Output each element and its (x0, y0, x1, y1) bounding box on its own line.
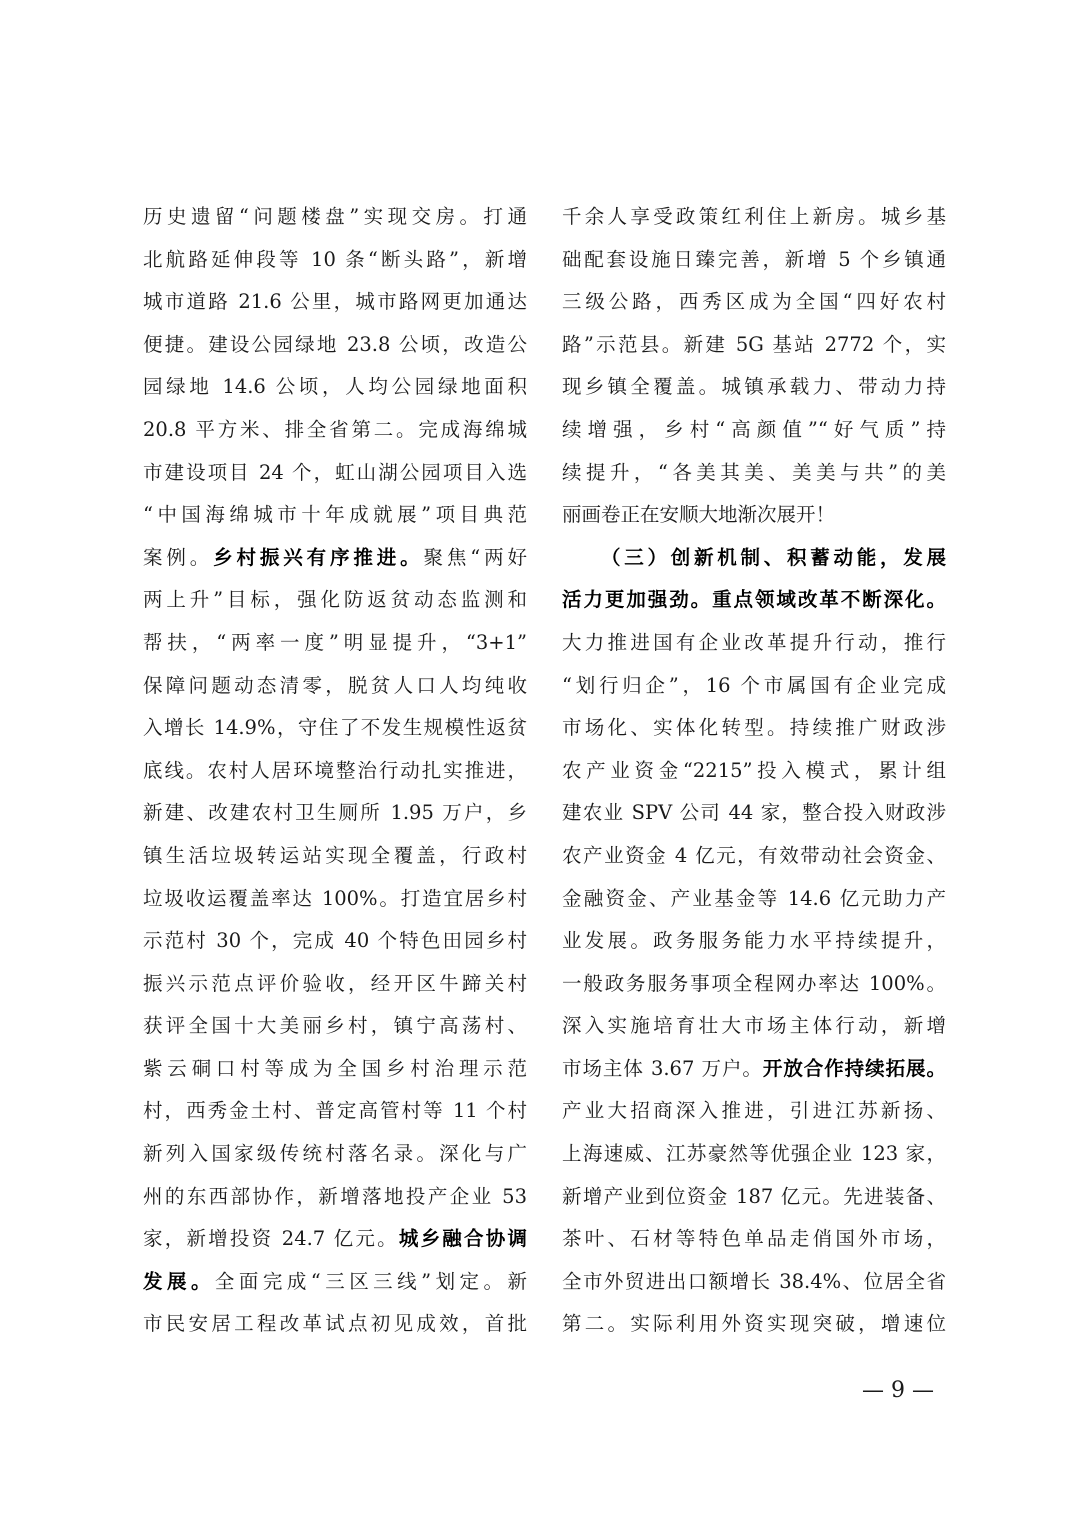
bold-heading-text: 活力更加强劲。重点领域改革不断深化。 (562, 588, 946, 612)
text-line (143, 963, 527, 1006)
text-line (562, 196, 946, 239)
text-line (562, 537, 946, 580)
text-line (562, 1090, 946, 1133)
body-text: 农产业资金“2215”投入模式，累计组 (562, 758, 946, 782)
body-text: 建农业 SPV 公司 44 家，整合投入财政涉 (562, 801, 946, 825)
text-line (143, 835, 527, 878)
body-text: 全市外贸进出口额增长 38.4%、位居全省 (562, 1269, 946, 1293)
body-text: 农产业资金 4 亿元，有效带动社会资金、 (562, 843, 946, 867)
text-line (143, 920, 527, 963)
text-line (143, 239, 527, 282)
text-line (562, 750, 946, 793)
bold-heading-text: （三）创新机制、积蓄动能，发展 (601, 545, 946, 569)
text-line (143, 750, 527, 793)
text-line (562, 239, 946, 282)
body-text: 村，西秀金土村、普定高管村等 11 个村 (143, 1099, 527, 1123)
left-text-column (143, 196, 527, 1346)
body-text: 振兴示范点评价验收，经开区牛蹄关村 (143, 971, 527, 995)
text-line (562, 1261, 946, 1304)
body-text: 第二。实际利用外资实现突破，增速位 (562, 1312, 946, 1336)
body-text: 新建、改建农村卫生厕所 1.95 万户，乡 (143, 801, 527, 825)
text-line (562, 324, 946, 367)
text-line (143, 452, 527, 495)
text-line (143, 537, 527, 580)
body-text: 两上升”目标，强化防返贫动态监测和 (143, 588, 527, 612)
body-text: 20.8 平方米、排全省第二。完成海绵城 (143, 417, 527, 441)
text-line (143, 1218, 527, 1261)
text-line (562, 963, 946, 1006)
body-text: 新增产业到位资金 187 亿元。先进装备、 (562, 1184, 946, 1208)
body-text: 千余人享受政策红利住上新房。城乡基 (562, 205, 946, 228)
body-text: 入增长 14.9%，守住了不发生规模性返贫 (143, 716, 527, 740)
bold-heading-text: 乡村振兴有序推进。 (213, 545, 424, 569)
body-text: 市场化、实体化转型。持续推广财政涉 (562, 716, 946, 740)
text-line (562, 1176, 946, 1219)
text-line (143, 196, 527, 239)
body-text: 垃圾收运覆盖率达 100%。打造宜居乡村 (143, 886, 527, 910)
body-text: 市民安居工程改革试点初见成效，首批 (143, 1312, 527, 1336)
text-line (143, 1303, 527, 1346)
text-line (143, 1005, 527, 1048)
text-line (562, 1218, 946, 1261)
text-line (562, 707, 946, 750)
text-line (562, 452, 946, 495)
text-line (143, 665, 527, 708)
text-line (143, 409, 527, 452)
text-line (143, 494, 527, 537)
page-number-label: — 9 — (862, 1378, 934, 1403)
text-line (562, 1048, 946, 1091)
body-text: 便捷。建设公园绿地 23.8 公顷，改造公 (143, 332, 527, 356)
body-text: “中国海绵城市十年成就展”项目典范 (143, 503, 527, 527)
body-text: 聚焦“两好 (423, 545, 527, 569)
body-text: 上海速威、江苏豪然等优强企业 123 家， (562, 1142, 946, 1166)
text-line (143, 622, 527, 665)
text-line (143, 1133, 527, 1176)
body-text: 历史遗留“问题楼盘”实现交房。打通 (143, 205, 527, 228)
text-line (562, 878, 946, 921)
body-text: 三级公路，西秀区成为全国“四好农村 (562, 290, 946, 314)
text-line (143, 1048, 527, 1091)
body-text: 州的东西部协作，新增落地投产企业 53 (143, 1184, 527, 1208)
bold-heading-text: 开放合作持续拓展。 (762, 1056, 946, 1080)
text-line (562, 281, 946, 324)
body-text: 茶叶、石材等特色单品走俏国外市场， (562, 1227, 946, 1251)
text-line (143, 878, 527, 921)
body-text: 产业大招商深入推进，引进江苏新扬、 (562, 1099, 946, 1123)
body-text: 现乡镇全覆盖。城镇承载力、带动力持 (562, 375, 946, 399)
body-text: 市建设项目 24 个，虹山湖公园项目入选 (143, 460, 527, 484)
text-line (562, 1005, 946, 1048)
body-text: 续提升，“各美其美、美美与共”的美 (562, 460, 946, 484)
text-line (562, 835, 946, 878)
text-line (562, 579, 946, 622)
body-text: 城市道路 21.6 公里，城市路网更加通达 (143, 290, 527, 314)
body-text: 帮扶，“两率一度”明显提升，“3+1” (143, 630, 527, 654)
text-line (562, 494, 946, 537)
body-text: 紫云硐口村等成为全国乡村治理示范 (143, 1056, 527, 1080)
right-text-column (562, 196, 946, 1346)
body-text: 镇生活垃圾转运站实现全覆盖，行政村 (143, 843, 527, 867)
body-text: 示范村 30 个，完成 40 个特色田园乡村 (143, 929, 527, 953)
text-line (562, 1133, 946, 1176)
text-line (143, 281, 527, 324)
body-text: 获评全国十大美丽乡村，镇宁高荡村、 (143, 1014, 527, 1038)
body-text: 北航路延伸段等 10 条“断头路”，新增 (143, 247, 527, 271)
bold-heading-text: 城乡融合协调 (398, 1227, 527, 1251)
body-text: 市场主体 3.67 万户。 (562, 1056, 763, 1080)
body-text: 路”示范县。新建 5G 基站 2772 个，实 (562, 332, 946, 356)
body-text: 深入实施培育壮大市场主体行动，新增 (562, 1014, 946, 1038)
text-line (562, 920, 946, 963)
text-line (143, 792, 527, 835)
body-text: 家，新增投资 24.7 亿元。 (143, 1227, 399, 1251)
text-line (562, 366, 946, 409)
body-text: 业发展。政务服务能力水平持续提升， (562, 929, 946, 953)
body-text: 全面完成“三区三线”划定。新 (214, 1269, 527, 1293)
body-text: 园绿地 14.6 公顷，人均公园绿地面积 (143, 375, 527, 399)
body-text: 新列入国家级传统村落名录。深化与广 (143, 1142, 527, 1166)
text-line (143, 579, 527, 622)
text-line (562, 665, 946, 708)
body-text: 底线。农村人居环境整治行动扎实推进， (143, 758, 527, 782)
body-text: 础配套设施日臻完善，新增 5 个乡镇通 (562, 247, 946, 271)
body-text: 续增强，乡村“高颜值”“好气质”持 (562, 417, 946, 441)
text-line (562, 622, 946, 665)
text-line (143, 324, 527, 367)
body-text: 案例。 (143, 545, 214, 569)
bold-heading-text: 发展。 (143, 1269, 215, 1293)
text-line (143, 1176, 527, 1219)
text-line (562, 792, 946, 835)
text-line (562, 409, 946, 452)
body-text: 保障问题动态清零，脱贫人口人均纯收 (143, 673, 527, 697)
body-text: “划行归企”，16 个市属国有企业完成 (562, 673, 946, 697)
text-line (143, 1090, 527, 1133)
text-line (143, 1261, 527, 1304)
text-line (562, 1303, 946, 1346)
body-text: 金融资金、产业基金等 14.6 亿元助力产 (562, 886, 946, 910)
body-text: 一般政务服务事项全程网办率达 100%。 (562, 971, 946, 995)
body-text: 大力推进国有企业改革提升行动，推行 (562, 630, 946, 654)
body-text: 丽画卷正在安顺大地渐次展开！ (562, 503, 836, 527)
text-line (143, 707, 527, 750)
text-line (143, 366, 527, 409)
